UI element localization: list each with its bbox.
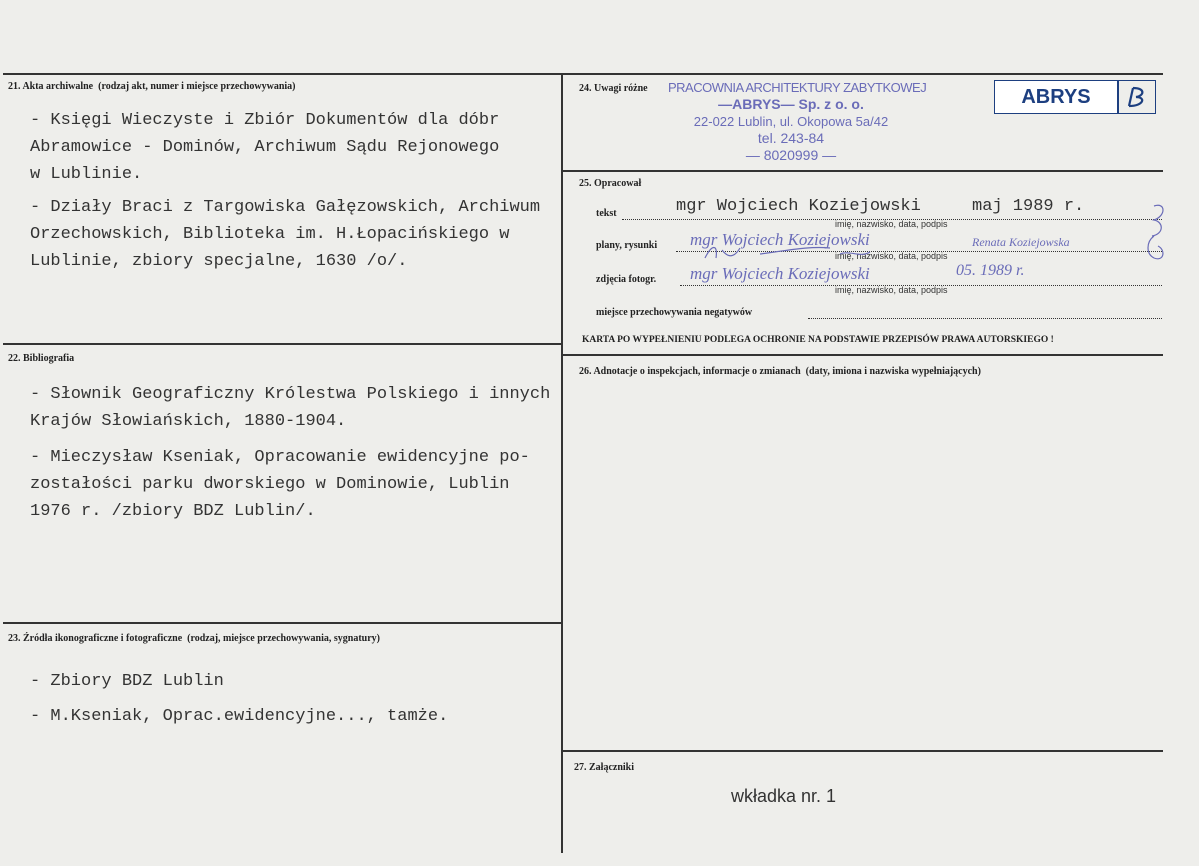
stamp-line: —ABRYS— Sp. z o. o.	[718, 96, 864, 112]
text-line: - M.Kseniak, Oprac.ewidencyjne..., tamże.	[30, 707, 449, 726]
text-line: zostałości parku dworskiego w Dominowie, Lublin	[30, 475, 510, 494]
stamp-line: 22-022 Lublin, ul. Okopowa 5a/42	[693, 114, 889, 129]
rule-26-27	[563, 750, 1163, 752]
company-stamp	[668, 79, 927, 164]
section-23-content	[30, 668, 448, 730]
section-21-label: 21. Akta archiwalne (rodzaj akt, numer i miejsce przechowywania)	[8, 81, 296, 92]
field-tekst-label: tekst	[596, 208, 617, 219]
top-rule	[3, 73, 1163, 75]
section-27-value: wkładka nr. 1	[731, 786, 837, 806]
text-line: Abramowice - Dominów, Archiwum Sądu Rejonowego	[30, 138, 500, 157]
field-negatywy-label: miejsce przechowywania negatywów	[596, 307, 753, 318]
signature-icon	[1140, 200, 1170, 270]
field-zdjecia-date: 05. 1989 r.	[956, 262, 1025, 279]
text-line: Krajów Słowiańskich, 1880-1904.	[30, 412, 347, 431]
field-hint: imię, nazwisko, data, podpis	[835, 251, 948, 261]
field-plany-second: Renata Koziejowska	[972, 235, 1070, 249]
text-line: Lublinie, zbiory specjalne, 1630 /o/.	[30, 252, 408, 271]
section-21-content	[30, 107, 540, 275]
abrys-logo	[994, 80, 1156, 114]
field-zdjecia-value: mgr Wojciech Koziejowski	[690, 264, 870, 283]
rule-24-25	[563, 170, 1163, 172]
field-tekst-value: mgr Wojciech Koziejowski	[676, 197, 921, 216]
text-line: 1976 r. /zbiory BDZ Lublin/.	[30, 502, 316, 521]
stamp-line: PRACOWNIA ARCHITEKTURY ZABYTKOWEJ	[668, 80, 927, 95]
section-24-label: 24. Uwagi różne	[579, 83, 648, 94]
column-divider	[561, 73, 563, 853]
field-negatywy-line	[808, 318, 1162, 319]
field-zdjecia-label: zdjęcia fotogr.	[596, 274, 657, 285]
field-plany-label: plany, rysunki	[596, 240, 658, 251]
rule-25-26	[563, 354, 1163, 356]
text-line: - Słownik Geograficzny Królestwa Polskiego i innych	[30, 385, 551, 404]
section-26-label: 26. Adnotacje o inspekcjach, informacje o zmianach (daty, imiona i nazwiska wypełniających)	[579, 366, 981, 377]
field-tekst-date: maj 1989 r.	[972, 197, 1085, 216]
stamp-line: tel. 243-84	[757, 130, 825, 146]
text-line: - Działy Braci z Targowiska Gałęzowskich, Archiwum	[30, 198, 541, 217]
text-line: w Lublinie.	[30, 165, 143, 184]
rule-22-23	[3, 622, 561, 624]
section-27-label: 27. Załączniki	[574, 762, 635, 773]
stamp-line: — 8020999 —	[745, 147, 837, 163]
text-line: Orzechowskich, Biblioteka im. H.Łopacińskiego w	[30, 225, 510, 244]
text-line: - Księgi Wieczyste i Zbiór Dokumentów dla dóbr	[30, 111, 500, 130]
text-line: - Zbiory BDZ Lublin	[30, 672, 224, 691]
field-hint: imię, nazwisko, data, podpis	[835, 285, 948, 295]
logo-text: ABRYS	[995, 81, 1119, 113]
field-plany-value: mgr Wojciech Koziejowski	[690, 230, 870, 249]
signature-icon	[700, 240, 900, 264]
copyright-notice: KARTA PO WYPEŁNIENIU PODLEGA OCHRONIE NA PODSTAWIE PRZEPISÓW PRAWA AUTORSKIEGO !	[582, 335, 1054, 345]
text-line: - Mieczysław Kseniak, Opracowanie ewidencyjne po-	[30, 448, 530, 467]
field-hint: imię, nazwisko, data, podpis	[835, 219, 948, 229]
logo-mark-icon	[1119, 85, 1155, 109]
section-25-label: 25. Opracował	[579, 178, 642, 189]
rule-21-22	[3, 343, 561, 345]
section-23-label: 23. Źródła ikonograficzne i fotograficzne (rodzaj, miejsce przechowywania, sygnatury)	[8, 633, 380, 644]
section-22-label: 22. Bibliografia	[8, 353, 75, 364]
section-22-content	[30, 381, 550, 525]
